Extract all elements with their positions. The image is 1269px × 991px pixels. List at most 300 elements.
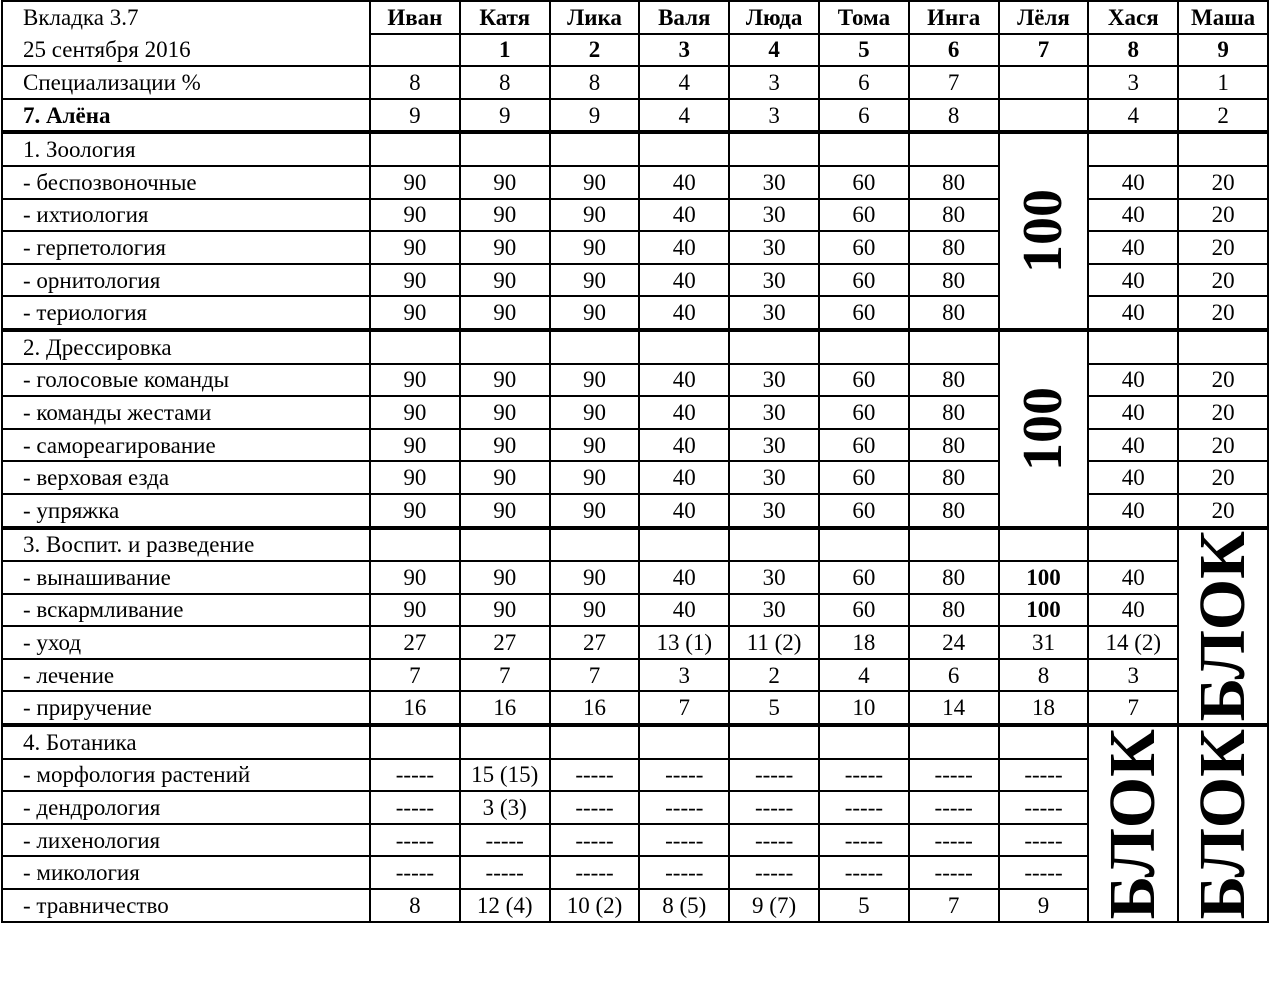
cell: 90 [550,364,640,397]
row-label: Специализации % [2,66,370,99]
table-row [2,99,1268,133]
cell: 4 [639,66,729,99]
row-label: - травничество [2,889,370,922]
cell: 30 [729,594,819,627]
cell: 40 [1088,264,1178,297]
table-row [2,626,1268,659]
cell [819,132,909,166]
cell [999,725,1089,759]
cell: 9 [460,99,550,133]
cell: 90 [460,364,550,397]
cell: 16 [460,691,550,725]
section-title: 2. Дрессировка [2,330,370,364]
cell [639,132,729,166]
cell [639,725,729,759]
cell: 90 [550,494,640,528]
cell: 8 [370,889,460,922]
cell: 20 [1178,429,1268,462]
column-name: Иван [370,1,460,34]
cell [909,330,999,364]
section-title: 3. Воспит. и разведение [2,528,370,562]
cell: ----- [729,856,819,889]
cell: 20 [1178,166,1268,199]
cell: 60 [819,396,909,429]
tab-title: Вкладка 3.7 [2,1,370,34]
merged-value: 100 [1012,189,1075,274]
cell: 7 [1088,691,1178,725]
cell: 18 [819,626,909,659]
column-name: Лика [550,1,640,34]
table-row [2,561,1268,594]
cell: 30 [729,461,819,494]
cell: 90 [370,396,460,429]
cell: 5 [729,691,819,725]
cell: 10 [819,691,909,725]
cell: 40 [639,396,729,429]
merged-cell [1088,725,1178,922]
cell: 60 [819,296,909,330]
column-number: 5 [819,34,909,67]
cell [729,725,819,759]
cell: ----- [909,759,999,792]
cell: ----- [370,791,460,824]
cell: ----- [819,824,909,857]
cell: 40 [1088,166,1178,199]
cell: ----- [729,824,819,857]
cell: 80 [909,166,999,199]
cell: 40 [1088,494,1178,528]
table-row [2,594,1268,627]
cell: 24 [909,626,999,659]
cell: ----- [729,791,819,824]
section-row [2,330,1268,364]
cell: 9 (7) [729,889,819,922]
cell: 40 [639,364,729,397]
section-row [2,132,1268,166]
cell: 90 [370,166,460,199]
cell: 90 [550,166,640,199]
cell: 90 [370,561,460,594]
column-number: 3 [639,34,729,67]
cell: 8 (5) [639,889,729,922]
cell: 8 [909,99,999,133]
column-name: Валя [639,1,729,34]
cell: 20 [1178,296,1268,330]
cell: 27 [460,626,550,659]
cell [1088,330,1178,364]
cell: ----- [729,759,819,792]
column-number: 2 [550,34,640,67]
cell: ----- [460,824,550,857]
cell [909,725,999,759]
cell: ----- [460,856,550,889]
cell: 30 [729,199,819,232]
cell: 20 [1178,396,1268,429]
cell [639,528,729,562]
section-row [2,725,1268,759]
cell: 9 [550,99,640,133]
merged-value: БЛОК [1186,728,1260,920]
header-names-row [2,1,1268,34]
cell: 6 [819,66,909,99]
row-label: - морфология растений [2,759,370,792]
cell [1178,132,1268,166]
cell: 7 [909,889,999,922]
cell: ----- [819,759,909,792]
row-label: - команды жестами [2,396,370,429]
row-label: - верховая езда [2,461,370,494]
cell: 27 [550,626,640,659]
table-row [2,759,1268,792]
cell: 40 [1088,396,1178,429]
merged-cell [999,132,1089,330]
cell: 31 [999,626,1089,659]
merged-value: 100 [1012,386,1075,471]
cell: 40 [1088,231,1178,264]
column-name: Инга [909,1,999,34]
cell [819,330,909,364]
table-row [2,856,1268,889]
cell: 60 [819,494,909,528]
cell: 14 [909,691,999,725]
row-label: - териология [2,296,370,330]
cell: 90 [550,594,640,627]
cell: 30 [729,166,819,199]
cell: 90 [550,461,640,494]
cell: 14 (2) [1088,626,1178,659]
cell: 90 [550,231,640,264]
cell: ----- [550,824,640,857]
cell: 40 [639,199,729,232]
merged-value: БЛОК [1096,728,1170,920]
cell [999,66,1089,99]
column-name: Люда [729,1,819,34]
cell [819,528,909,562]
cell: 90 [460,594,550,627]
row-label: - микология [2,856,370,889]
cell: 80 [909,594,999,627]
cell: 90 [550,561,640,594]
cell: 16 [370,691,460,725]
column-name: Маша [1178,1,1268,34]
cell: 2 [729,659,819,692]
cell: ----- [639,824,729,857]
row-label: - дендрология [2,791,370,824]
cell: 90 [370,429,460,462]
cell: 80 [909,396,999,429]
cell: 90 [370,199,460,232]
cell: 40 [1088,199,1178,232]
cell: 6 [819,99,909,133]
cell [639,330,729,364]
cell [460,330,550,364]
cell: ----- [639,759,729,792]
cell: 90 [550,429,640,462]
table-row [2,824,1268,857]
cell: 90 [370,296,460,330]
cell: 90 [370,264,460,297]
cell: 40 [639,296,729,330]
section-title: 4. Ботаника [2,725,370,759]
cell [550,132,640,166]
row-label: - лихенология [2,824,370,857]
cell: 40 [1088,296,1178,330]
cell: ----- [909,856,999,889]
cell: 80 [909,429,999,462]
row-label: - герпетология [2,231,370,264]
cell: 30 [729,364,819,397]
cell: 3 [1088,659,1178,692]
cell: 80 [909,364,999,397]
cell: 40 [639,264,729,297]
cell: 30 [729,296,819,330]
table-row [2,889,1268,922]
cell: 100 [999,561,1089,594]
cell [550,330,640,364]
cell: 90 [460,199,550,232]
cell: 90 [550,296,640,330]
cell [999,528,1089,562]
cell: 30 [729,429,819,462]
row-label: - вынашивание [2,561,370,594]
cell [729,132,819,166]
cell: 40 [1088,364,1178,397]
column-number: 6 [909,34,999,67]
row-label: - приручение [2,691,370,725]
cell: ----- [639,856,729,889]
cell: ----- [999,791,1089,824]
cell: 6 [909,659,999,692]
tab-date: 25 сентября 2016 [2,34,370,67]
cell [909,528,999,562]
column-number: 7 [999,34,1089,67]
column-number [370,34,460,67]
cell: 20 [1178,494,1268,528]
cell: 16 [550,691,640,725]
cell [370,725,460,759]
cell: 60 [819,264,909,297]
cell [999,99,1089,133]
cell: 60 [819,166,909,199]
cell: 20 [1178,231,1268,264]
cell: 40 [1088,461,1178,494]
cell: 15 (15) [460,759,550,792]
cell: 12 (4) [460,889,550,922]
cell: 40 [639,429,729,462]
cell: 20 [1178,199,1268,232]
column-name: Тома [819,1,909,34]
table-row [2,66,1268,99]
cell: 11 (2) [729,626,819,659]
cell: 40 [639,594,729,627]
cell: ----- [639,791,729,824]
cell: 7 [639,691,729,725]
cell [460,528,550,562]
cell: 20 [1178,461,1268,494]
cell: 8 [999,659,1089,692]
row-label: - ихтиология [2,199,370,232]
cell: 80 [909,264,999,297]
cell [460,725,550,759]
table-row [2,691,1268,725]
cell: 4 [1088,99,1178,133]
cell: ----- [909,824,999,857]
cell: 80 [909,461,999,494]
column-number: 9 [1178,34,1268,67]
cell: 90 [550,396,640,429]
merged-cell [1178,528,1268,726]
cell: 3 (3) [460,791,550,824]
cell: ----- [819,856,909,889]
cell: 27 [370,626,460,659]
cell: 40 [639,494,729,528]
cell: 60 [819,561,909,594]
cell [370,330,460,364]
row-label: - самореагирование [2,429,370,462]
cell [550,528,640,562]
merged-cell [999,330,1089,528]
cell: ----- [819,791,909,824]
section-title: 1. Зоология [2,132,370,166]
cell: 20 [1178,264,1268,297]
cell: 30 [729,264,819,297]
cell: 3 [1088,66,1178,99]
cell [729,528,819,562]
cell: 40 [1088,429,1178,462]
specialization-table [1,0,1269,923]
cell: 30 [729,396,819,429]
cell: 80 [909,296,999,330]
cell: 30 [729,561,819,594]
table-row [2,791,1268,824]
cell: 9 [999,889,1089,922]
row-label: - орнитология [2,264,370,297]
cell [1088,132,1178,166]
cell: ----- [370,856,460,889]
cell [370,528,460,562]
cell: 90 [370,594,460,627]
cell: 18 [999,691,1089,725]
row-label: - лечение [2,659,370,692]
cell: 60 [819,461,909,494]
cell: 60 [819,364,909,397]
cell: 40 [639,461,729,494]
cell: 60 [819,594,909,627]
cell: 10 (2) [550,889,640,922]
cell: 80 [909,561,999,594]
cell: 40 [639,231,729,264]
cell: 5 [819,889,909,922]
column-number: 8 [1088,34,1178,67]
table-row [2,659,1268,692]
column-name: Лёля [999,1,1089,34]
cell: 8 [370,66,460,99]
cell: 7 [550,659,640,692]
cell: ----- [550,759,640,792]
cell: 90 [460,166,550,199]
cell [909,132,999,166]
cell [1088,528,1178,562]
cell [370,132,460,166]
cell: ----- [550,856,640,889]
cell: 3 [639,659,729,692]
cell: 90 [550,199,640,232]
column-number: 4 [729,34,819,67]
cell: 7 [370,659,460,692]
cell: 90 [460,231,550,264]
cell: 4 [639,99,729,133]
cell: 40 [1088,594,1178,627]
merged-value: БЛОК [1186,531,1260,722]
cell: 80 [909,231,999,264]
cell: 60 [819,429,909,462]
cell: 80 [909,494,999,528]
cell: ----- [550,791,640,824]
cell: 90 [370,494,460,528]
cell: 90 [370,364,460,397]
cell: 80 [909,199,999,232]
cell [460,132,550,166]
column-number: 1 [460,34,550,67]
cell: ----- [999,856,1089,889]
cell: 60 [819,231,909,264]
cell [550,725,640,759]
cell [1178,330,1268,364]
cell: 90 [460,461,550,494]
cell: 7 [460,659,550,692]
cell: 90 [370,461,460,494]
cell: 90 [460,561,550,594]
cell: 100 [999,594,1089,627]
column-name: Катя [460,1,550,34]
cell: 4 [819,659,909,692]
merged-cell [1178,725,1268,922]
cell: 90 [460,494,550,528]
cell: 30 [729,231,819,264]
cell: 90 [460,264,550,297]
cell: 3 [729,66,819,99]
cell: 40 [1088,561,1178,594]
cell: 20 [1178,364,1268,397]
column-name: Хася [1088,1,1178,34]
cell: 8 [550,66,640,99]
cell: 9 [370,99,460,133]
cell: ----- [999,759,1089,792]
cell: ----- [370,824,460,857]
cell: 90 [370,231,460,264]
row-label: - голосовые команды [2,364,370,397]
row-label: - вскармливание [2,594,370,627]
cell: 90 [550,264,640,297]
row-label: - уход [2,626,370,659]
row-label: - упряжка [2,494,370,528]
cell: ----- [999,824,1089,857]
section-row [2,528,1268,562]
header-numbers-row [2,34,1268,67]
row-label: - беспозвоночные [2,166,370,199]
cell: 90 [460,429,550,462]
cell: 40 [639,561,729,594]
cell [819,725,909,759]
cell: 8 [460,66,550,99]
cell: 7 [909,66,999,99]
cell: 90 [460,296,550,330]
cell [729,330,819,364]
cell: 60 [819,199,909,232]
cell: 90 [460,396,550,429]
cell: 2 [1178,99,1268,133]
row-label: 7. Алёна [2,99,370,133]
